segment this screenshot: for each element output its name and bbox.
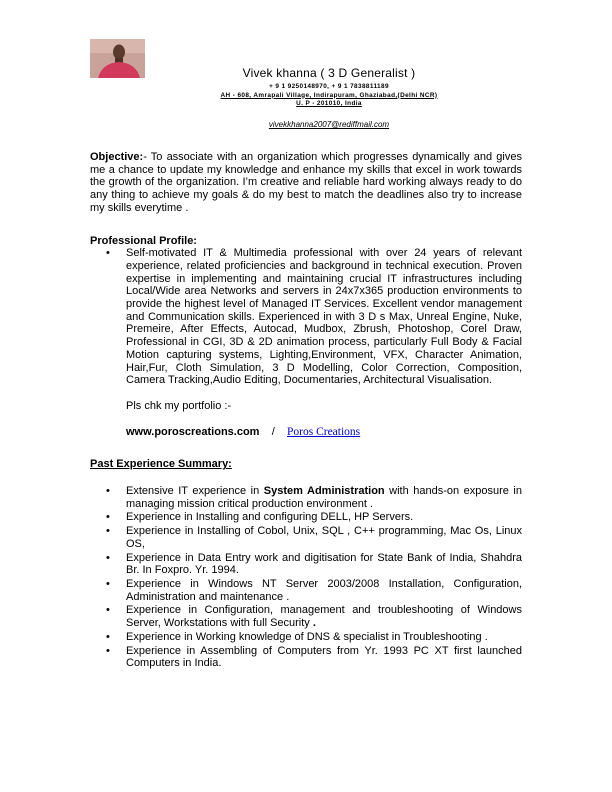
experience-text: Experience in Installing of Cobol, Unix, SQL , C++ programming, Mac Os, Linux OS, xyxy=(126,525,522,550)
profile-heading: Professional Profile: xyxy=(90,234,197,247)
experience-text: with hands-on exposure in managing mission critical production environment . xyxy=(126,485,522,510)
bullet-icon: • xyxy=(106,511,110,524)
profile-summary: Self-motivated IT & Multimedia professional with over 24 years of relevant experience, related proficiencies and background in technical execution. Proven expertise in implementing and maintaining crucial IT infrastructures including Local/Wide area Networks and servers in 24x7x365 production environments to provide the highest level of Managed IT Services. Excellent vendor management and Communication skills. Experienced in with 3 D s Max, Unreal Engine, Nuke, Premeire, After Effects, Autocad, Mudbox, Zbrush, Photoshop, Corel Draw, Professional in CGI, 3D & 2D animation process, particularly Full Body & Facial Motion capturing systems, Lighting,Environment, VFX, Character Animation, Hair,Fur, Cloth Simulation, 3 D Modelling, Color Correction, Composition, Camera Tracking,Audio Editing, Documentaries, Architectural Visualisation. xyxy=(126,247,522,387)
bullet-icon: • xyxy=(106,630,110,643)
experience-text: Experience in Installing and configuring DELL, HP Servers. xyxy=(126,511,414,524)
candidate-name: Vivek khanna ( 3 D Generalist ) xyxy=(242,66,416,80)
website-url: www.poroscreations.com xyxy=(126,425,260,438)
experience-text: Experience in Data Entry work and digitisation for State Bank of India, Shahdra Br. In Foxpro. Yr. 1994. xyxy=(126,551,522,577)
bullet-icon: • xyxy=(106,551,110,564)
list-item xyxy=(90,525,522,550)
experience-text: Experience in Assembling of Computers from Yr. 1993 PC XT first launched Computers in India. xyxy=(126,644,522,670)
experience-emphasis: System Administration xyxy=(263,485,385,498)
link-separator: / xyxy=(271,425,275,438)
profile-list xyxy=(90,247,522,438)
profile-photo xyxy=(90,39,145,78)
list-item xyxy=(90,485,522,510)
list-item xyxy=(90,604,522,629)
bullet-icon: • xyxy=(106,604,110,617)
experience-emphasis: . xyxy=(312,617,316,630)
address-line-2: U. P - 201010, India xyxy=(296,100,362,108)
email-address[interactable]: vivekkhanna2007@rediffmail.com xyxy=(268,119,390,129)
phone-numbers: + 9 1 9250148970, + 9 1 7838811189 xyxy=(269,83,389,90)
experience-heading: Past Experience Summary: xyxy=(90,458,232,471)
objective-section xyxy=(90,151,522,215)
portfolio-links xyxy=(126,426,522,439)
list-item xyxy=(90,578,522,603)
list-item xyxy=(90,511,522,524)
experience-text: Extensive IT experience in xyxy=(126,485,264,498)
objective-label: Objective: xyxy=(90,151,144,163)
list-item xyxy=(90,645,522,670)
address-line-1: AH - 608, Amrapali Village, Indirapuram, Ghaziabad,(Delhi NCR) xyxy=(220,91,438,99)
poros-creations-link[interactable]: Poros Creations xyxy=(287,425,361,438)
bullet-icon: • xyxy=(106,525,110,538)
experience-text: Experience in Windows NT Server 2003/2008 Installation, Configuration, Administration and maintenance . xyxy=(126,577,522,603)
list-item xyxy=(90,552,522,577)
list-item xyxy=(90,247,522,438)
experience-text: Experience in Configuration, management and troubleshooting of Windows Server, Workstations with full Security xyxy=(126,604,522,630)
bullet-icon: • xyxy=(106,644,110,657)
objective-text: - To associate with an organization which progresses dynamically and gives me a chance to update my knowledge and enhance my skills that excel in work towards the growth of the organization. I’m creative and reliable hard working always ready to do any thing to achieve my goals & do my best to match the deadlines also try to increase my skills everytime . xyxy=(90,151,522,214)
bullet-icon: • xyxy=(106,485,110,498)
bullet-icon: • xyxy=(106,247,110,260)
resume-body xyxy=(90,151,522,671)
experience-text: Experience in Working knowledge of DNS & specialist in Troubleshooting . xyxy=(126,630,488,643)
portfolio-text: Pls chk my portfolio :- xyxy=(126,399,232,412)
list-item xyxy=(90,631,522,644)
experience-list xyxy=(90,485,522,670)
bullet-icon: • xyxy=(106,577,110,590)
resume-header xyxy=(150,66,508,129)
